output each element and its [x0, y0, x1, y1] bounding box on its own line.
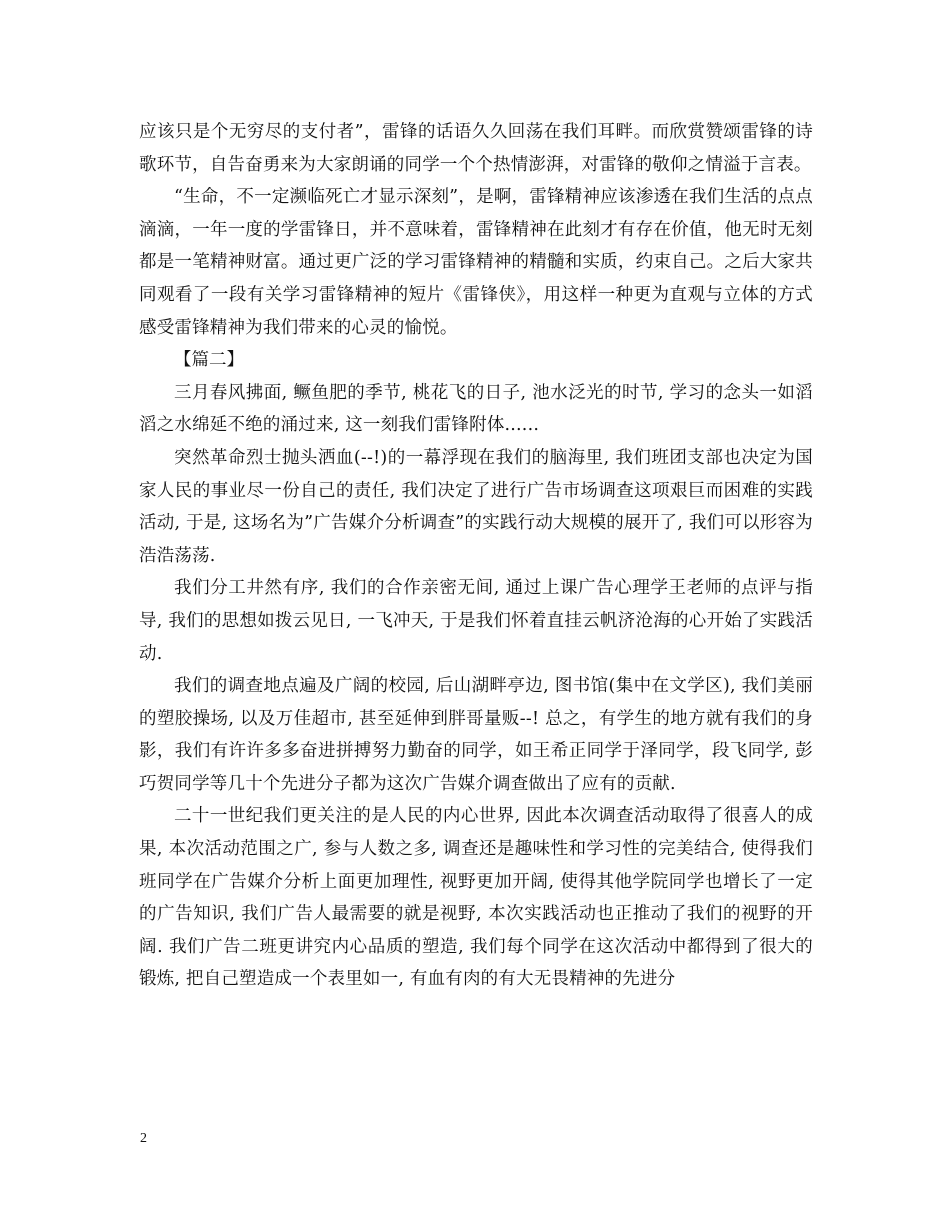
paragraph-spring-intro: 三月春风拂面, 鳜鱼肥的季节, 桃花飞的日子, 池水泛光的时节, 学习的念头一如滔滔之水绵延不绝的涌过来, 这一刻我们雷锋附体...... [139, 382, 813, 436]
page-number: 2 [140, 1131, 147, 1146]
paragraph-lei-feng-spirit: “生命，不一定濒临死亡才显示深刻”，是啊，雷锋精神应该渗透在我们生活的点点滴滴，一年一度的学雷锋日，并不意味着，雷锋精神在此刻才有存在价值，他无时无刻都是一笔精神财富。通过更广泛的学习雷锋精神的精髓和实质，约束自己。之后大家共同观看了一段有关学习雷锋精神的短片《雷锋侠》，用这样一种更为直观与立体的方式感受雷锋精神为我们带来的心灵的愉悦。 [139, 187, 813, 338]
document-body [139, 116, 813, 996]
paragraph-results: 二十一世纪我们更关注的是人民的内心世界, 因此本次调查活动取得了很喜人的成果, 本次活动范围之广, 参与人数之多, 调查还是趣味性和学习性的完美结合, 使得我们班同学在广告媒介分析上面更加理性, 视野更加开阔, 使得其他学院同学也增长了一定的广告知识, 我们广告人最需要的就是视野, 本次实践活动也正推动了我们的视野的开阔. 我们广告二班更讲究内心品质的塑造, 我们每个同学在这次活动中都得到了很大的锻炼, 把自己塑造成一个表里如一, 有血有肉的有大无畏精神的先进分 [139, 806, 813, 990]
paragraph-survey-locations: 我们的调查地点遍及广阔的校园, 后山湖畔亭边, 图书馆(集中在文学区), 我们美丽的塑胶操场, 以及万佳超市, 甚至延伸到胖哥量贩--! 总之，有学生的地方就有我们的身影，我们有许许多多奋进拼搏努力勤奋的同学，如王希正同学于泽同学，段飞同学, 彭巧贺同学等几十个先进分子都为这次广告媒介调查做出了应有的贡献. [139, 676, 813, 794]
paragraph-survey-decision: 突然革命烈士抛头洒血(--!)的一幕浮现在我们的脑海里, 我们班团支部也决定为国家人民的事业尽一份自己的责任, 我们决定了进行广告市场调查这项艰巨而困难的实践活动, 于是, 这场名为”广告媒介分析调查”的实践行动大规模的展开了, 我们可以形容为浩浩荡荡. [139, 447, 813, 566]
section-heading-part-two: 【篇二】 [174, 350, 244, 371]
paragraph-division-of-work: 我们分工井然有序, 我们的合作亲密无间, 通过上课广告心理学王老师的点评与指导, 我们的思想如拨云见日, 一飞冲天, 于是我们怀着直挂云帆济沧海的心开始了实践活动. [139, 578, 813, 664]
paragraph-continuation: 应该只是个无穷尽的支付者”，雷锋的话语久久回荡在我们耳畔。而欣赏赞颂雷锋的诗歌环节，自告奋勇来为大家朗诵的同学一个个热情澎湃，对雷锋的敬仰之情溢于言表。 [139, 122, 813, 175]
